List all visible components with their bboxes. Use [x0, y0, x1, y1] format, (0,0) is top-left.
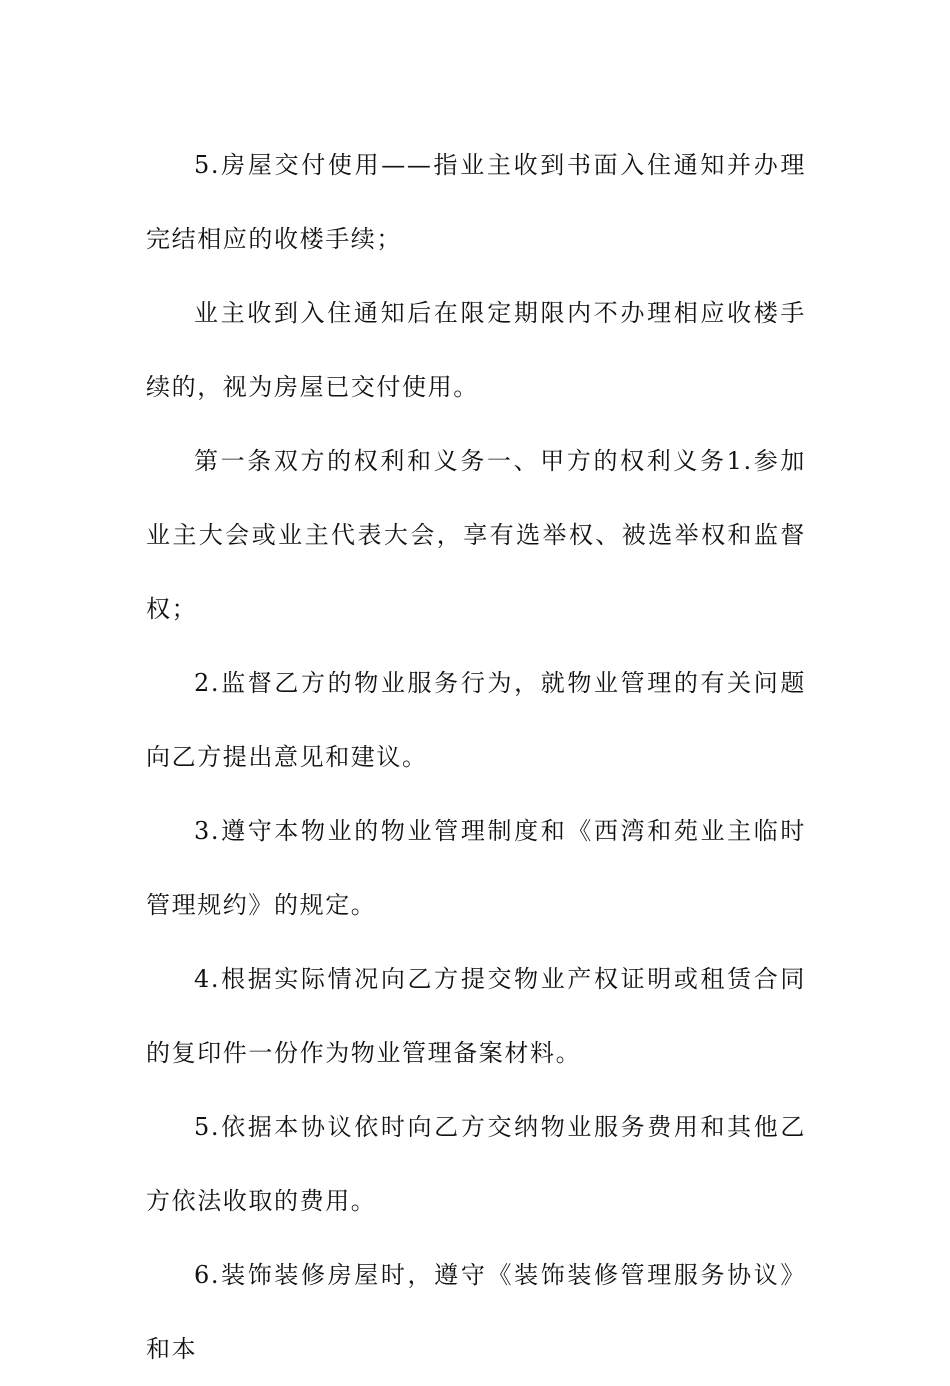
paragraph-submit-documents: 4.根据实际情况向乙方提交物业产权证明或租赁合同的复印件一份作为物业管理备案材料。	[146, 965, 806, 1067]
paragraph-deemed-handover: 业主收到入住通知后在限定期限内不办理相应收楼手续的，视为房屋已交付使用。	[146, 299, 806, 401]
paragraph-supervise-services: 2.监督乙方的物业服务行为，就物业管理的有关问题向乙方提出意见和建议。	[146, 669, 806, 771]
paragraph-pay-fees: 5.依据本协议依时向乙方交纳物业服务费用和其他乙方依法收取的费用。	[146, 1113, 806, 1215]
paragraph-decoration: 6.装饰装修房屋时，遵守《装饰装修管理服务协议》和本	[146, 1261, 806, 1363]
paragraph-comply-rules: 3.遵守本物业的物业管理制度和《西湾和苑业主临时管理规约》的规定。	[146, 817, 806, 919]
document-body	[146, 128, 806, 1386]
paragraph-article-one-rights: 第一条双方的权利和义务一、甲方的权利义务1.参加业主大会或业主代表大会，享有选举权、被选举权和监督权；	[146, 447, 806, 623]
paragraph-handover-definition: 5.房屋交付使用——指业主收到书面入住通知并办理完结相应的收楼手续；	[146, 151, 806, 253]
